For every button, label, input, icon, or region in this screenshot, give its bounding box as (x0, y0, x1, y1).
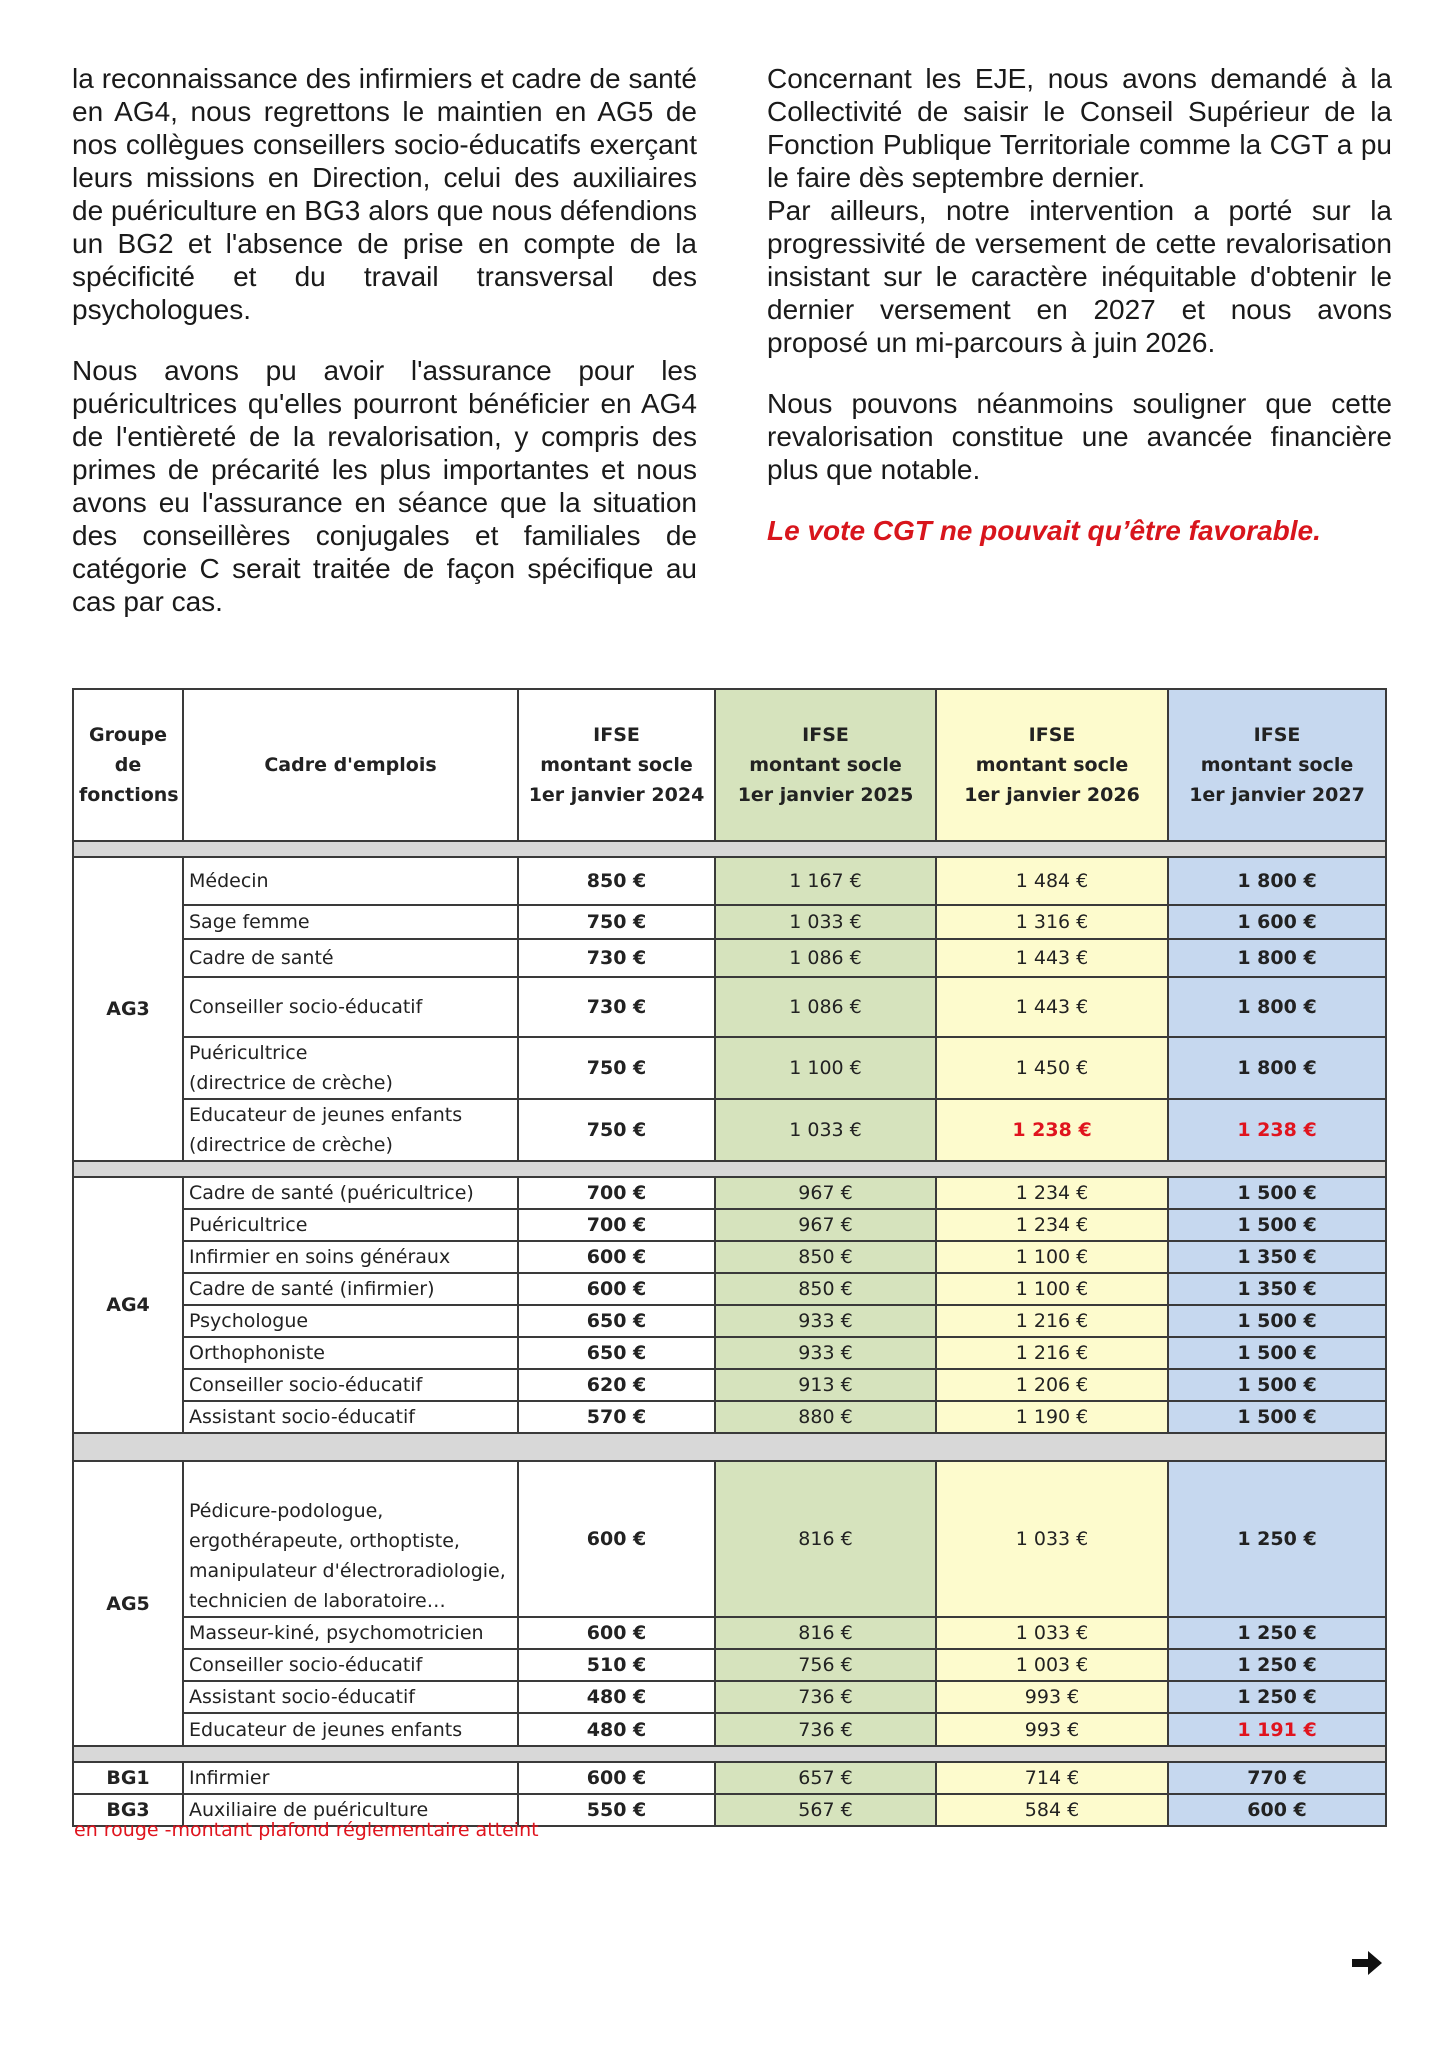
amount-2026: 1 100 € (936, 1241, 1168, 1273)
amount-2024: 480 € (518, 1713, 715, 1746)
amount-2024: 850 € (518, 857, 715, 905)
amount-2027: 1 800 € (1168, 939, 1386, 977)
table-row (73, 1209, 1386, 1241)
amount-2024: 600 € (518, 1617, 715, 1649)
cadre-cell: Pédicure-podologue, ergothérapeute, orthoptiste, manipulateur d'électroradiologie, technicien de laboratoire… (183, 1461, 518, 1617)
amount-2025: 1 033 € (715, 905, 936, 939)
left-column (72, 62, 697, 646)
amount-2026: 1 003 € (936, 1649, 1168, 1681)
table-row (73, 1037, 1386, 1099)
header-2025: IFSE montant socle 1er janvier 2025 (715, 689, 936, 841)
group-ag3: AG3 (73, 857, 183, 1161)
table-row (73, 1337, 1386, 1369)
cadre-cell: Conseiller socio-éducatif (183, 977, 518, 1037)
cadre-cell: Sage femme (183, 905, 518, 939)
amount-2026: 993 € (936, 1681, 1168, 1713)
amount-2024: 550 € (518, 1794, 715, 1826)
amount-2024: 730 € (518, 939, 715, 977)
amount-2027-plafond: 1 238 € (1168, 1099, 1386, 1161)
amount-2027: 600 € (1168, 1794, 1386, 1826)
amount-2025: 880 € (715, 1401, 936, 1433)
amount-2026: 1 033 € (936, 1617, 1168, 1649)
header-2024: IFSE montant socle 1er janvier 2024 (518, 689, 715, 841)
amount-2025: 1 086 € (715, 939, 936, 977)
amount-2025: 850 € (715, 1241, 936, 1273)
amount-2027: 1 250 € (1168, 1649, 1386, 1681)
right-column (767, 62, 1392, 575)
table-row (73, 1649, 1386, 1681)
cadre-cell: Infirmier en soins généraux (183, 1241, 518, 1273)
amount-2026-plafond: 1 238 € (936, 1099, 1168, 1161)
amount-2025: 933 € (715, 1337, 936, 1369)
left-paragraph-2: Nous avons pu avoir l'assurance pour les puéricultrices qu'elles pourront bénéficier en AG4 de l'entièreté de la revalorisation, y compris des primes de précarité les plus importantes et nous avons eu l'assurance en séance que la situation des conseillères conjugales et familiales de catégorie C serait traitée de façon spécifique au cas par cas. (72, 355, 697, 617)
amount-2027: 1 500 € (1168, 1209, 1386, 1241)
header-2027: IFSE montant socle 1er janvier 2027 (1168, 689, 1386, 841)
cadre-cell: Assistant socio-éducatif (183, 1401, 518, 1433)
amount-2026: 714 € (936, 1762, 1168, 1794)
table-row (73, 939, 1386, 977)
table-row (73, 977, 1386, 1037)
amount-2024: 700 € (518, 1177, 715, 1209)
amount-2026: 1 234 € (936, 1177, 1168, 1209)
amount-2027: 770 € (1168, 1762, 1386, 1794)
table-row (73, 1273, 1386, 1305)
table-row (73, 1177, 1386, 1209)
cadre-cell: Cadre de santé (puéricultrice) (183, 1177, 518, 1209)
amount-2027: 1 250 € (1168, 1617, 1386, 1649)
amount-2024: 510 € (518, 1649, 715, 1681)
header-2026: IFSE montant socle 1er janvier 2026 (936, 689, 1168, 841)
separator-row (73, 841, 1386, 857)
amount-2026: 1 216 € (936, 1337, 1168, 1369)
table-row (73, 1305, 1386, 1337)
amount-2026: 1 100 € (936, 1273, 1168, 1305)
amount-2025: 967 € (715, 1209, 936, 1241)
amount-2025: 967 € (715, 1177, 936, 1209)
cadre-cell: Puéricultrice (directrice de crèche) (183, 1037, 518, 1099)
cadre-cell: Educateur de jeunes enfants (directrice de crèche) (183, 1099, 518, 1161)
amount-2026: 1 206 € (936, 1369, 1168, 1401)
amount-2024: 650 € (518, 1305, 715, 1337)
amount-2026: 1 443 € (936, 939, 1168, 977)
cadre-cell: Infirmier (183, 1762, 518, 1794)
amount-2025: 850 € (715, 1273, 936, 1305)
cadre-cell: Masseur-kiné, psychomotricien (183, 1617, 518, 1649)
amount-2027: 1 250 € (1168, 1461, 1386, 1617)
cadre-cell: Puéricultrice (183, 1209, 518, 1241)
amount-2027: 1 800 € (1168, 1037, 1386, 1099)
table-row (73, 905, 1386, 939)
table-row (73, 1681, 1386, 1713)
amount-2026: 1 450 € (936, 1037, 1168, 1099)
amount-2025: 736 € (715, 1681, 936, 1713)
amount-2024: 750 € (518, 1037, 715, 1099)
table-row (73, 1713, 1386, 1746)
amount-2025: 1 167 € (715, 857, 936, 905)
ifse-table (72, 688, 1387, 1827)
amount-2024: 570 € (518, 1401, 715, 1433)
table-row (73, 1241, 1386, 1273)
table-row (73, 857, 1386, 905)
table-row (73, 1617, 1386, 1649)
amount-2024: 700 € (518, 1209, 715, 1241)
amount-2027: 1 800 € (1168, 857, 1386, 905)
amount-2024: 620 € (518, 1369, 715, 1401)
table-row (73, 1461, 1386, 1617)
amount-2027-plafond: 1 191 € (1168, 1713, 1386, 1746)
amount-2025: 1 100 € (715, 1037, 936, 1099)
amount-2025: 816 € (715, 1461, 936, 1617)
amount-2027: 1 500 € (1168, 1369, 1386, 1401)
amount-2024: 600 € (518, 1273, 715, 1305)
vote-conclusion: Le vote CGT ne pouvait qu’être favorable. (767, 515, 1321, 546)
group-ag4: AG4 (73, 1177, 183, 1433)
header-group: Groupe de fonctions (73, 689, 183, 841)
table-header-row (73, 689, 1386, 841)
cadre-cell: Psychologue (183, 1305, 518, 1337)
amount-2025: 1 086 € (715, 977, 936, 1037)
group-ag5: AG5 (73, 1461, 183, 1746)
right-paragraph-1: Concernant les EJE, nous avons demandé à la Collectivité de saisir le Conseil Supérieur de la Fonction Publique Territoriale comme la CGT a pu le faire dès septembre dernier. (767, 63, 1392, 193)
amount-2026: 1 234 € (936, 1209, 1168, 1241)
amount-2025: 933 € (715, 1305, 936, 1337)
table-row (73, 1401, 1386, 1433)
amount-2027: 1 800 € (1168, 977, 1386, 1037)
separator-row (73, 1161, 1386, 1177)
table-row (73, 1762, 1386, 1794)
right-paragraph-2: Par ailleurs, notre intervention a porté sur la progressivité de versement de cette revalorisation insistant sur le caractère inéquitable d'obtenir le dernier versement en 2027 et nous avons proposé un mi-parcours à juin 2026. (767, 195, 1392, 358)
amount-2026: 1 443 € (936, 977, 1168, 1037)
amount-2026: 1 316 € (936, 905, 1168, 939)
cadre-cell: Cadre de santé (infirmier) (183, 1273, 518, 1305)
separator-row (73, 1746, 1386, 1762)
header-cadre: Cadre d'emplois (183, 689, 518, 841)
amount-2026: 584 € (936, 1794, 1168, 1826)
cadre-cell: Conseiller socio-éducatif (183, 1649, 518, 1681)
amount-2026: 1 190 € (936, 1401, 1168, 1433)
cadre-cell: Conseiller socio-éducatif (183, 1369, 518, 1401)
amount-2024: 600 € (518, 1241, 715, 1273)
amount-2027: 1 350 € (1168, 1273, 1386, 1305)
amount-2026: 1 484 € (936, 857, 1168, 905)
table-row (73, 1369, 1386, 1401)
amount-2025: 913 € (715, 1369, 936, 1401)
amount-2027: 1 600 € (1168, 905, 1386, 939)
amount-2025: 567 € (715, 1794, 936, 1826)
amount-2026: 993 € (936, 1713, 1168, 1746)
cadre-cell: Educateur de jeunes enfants (183, 1713, 518, 1746)
amount-2027: 1 500 € (1168, 1177, 1386, 1209)
amount-2026: 1 216 € (936, 1305, 1168, 1337)
amount-2025: 1 033 € (715, 1099, 936, 1161)
amount-2027: 1 500 € (1168, 1305, 1386, 1337)
cadre-cell: Médecin (183, 857, 518, 905)
cadre-cell: Assistant socio-éducatif (183, 1681, 518, 1713)
group-bg1: BG1 (73, 1762, 183, 1794)
table-row (73, 1099, 1386, 1161)
amount-2027: 1 500 € (1168, 1401, 1386, 1433)
right-paragraph-3: Nous pouvons néanmoins souligner que cette revalorisation constitue une avancée financière plus que notable. (767, 388, 1392, 485)
cadre-cell: Auxiliaire de puériculture (183, 1794, 518, 1826)
cadre-cell: Cadre de santé (183, 939, 518, 977)
amount-2024: 730 € (518, 977, 715, 1037)
amount-2027: 1 250 € (1168, 1681, 1386, 1713)
amount-2024: 750 € (518, 1099, 715, 1161)
amount-2027: 1 500 € (1168, 1337, 1386, 1369)
amount-2025: 756 € (715, 1649, 936, 1681)
amount-2027: 1 350 € (1168, 1241, 1386, 1273)
amount-2025: 816 € (715, 1617, 936, 1649)
amount-2024: 600 € (518, 1762, 715, 1794)
amount-2026: 1 033 € (936, 1461, 1168, 1617)
table-legend: en rouge -montant plafond réglementaire atteint (74, 1819, 539, 1841)
cadre-cell: Orthophoniste (183, 1337, 518, 1369)
separator-row (73, 1433, 1386, 1461)
group-bg3: BG3 (73, 1794, 183, 1826)
left-paragraph-1: la reconnaissance des infirmiers et cadre de santé en AG4, nous regrettons le maintien en AG5 de nos collègues conseillers socio-éducatifs exerçant leurs missions en Direction, celui des auxiliaires de puériculture en BG3 alors que nous défendions un BG2 et l'absence de prise en compte de la spécificité et du travail transversal des psychologues. (72, 63, 697, 325)
amount-2024: 480 € (518, 1681, 715, 1713)
amount-2025: 657 € (715, 1762, 936, 1794)
amount-2024: 750 € (518, 905, 715, 939)
amount-2024: 600 € (518, 1461, 715, 1617)
arrow-right-icon[interactable] (1350, 1948, 1384, 1978)
amount-2025: 736 € (715, 1713, 936, 1746)
amount-2024: 650 € (518, 1337, 715, 1369)
